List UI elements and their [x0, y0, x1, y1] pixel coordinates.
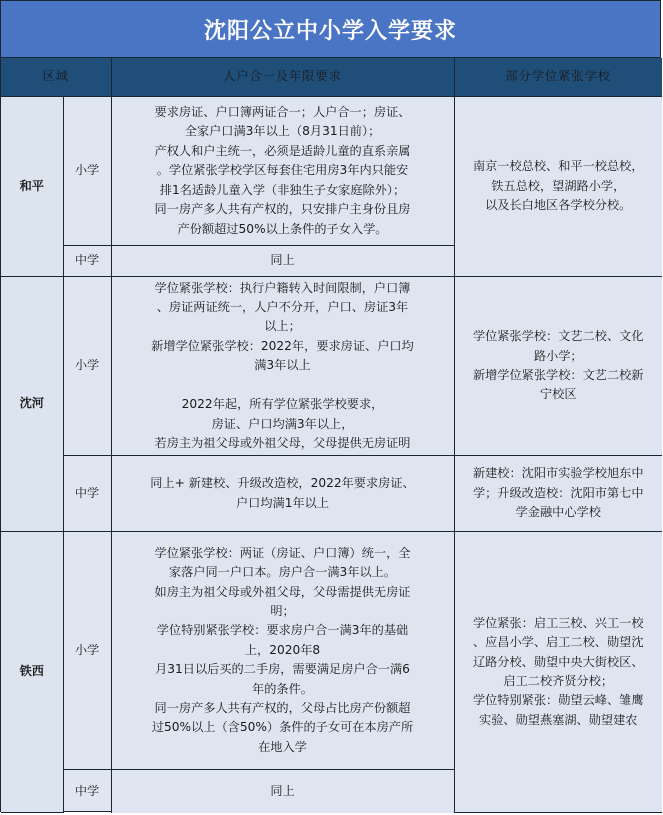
text-line: 若房主为祖父母或外祖父母，父母提供无房证明 — [154, 435, 411, 450]
text-line: 全家户口满3年以上（8月31日前）； — [184, 124, 381, 139]
text-line: 学位特别紧张学校：要求房户合一满3年的基础 — [156, 623, 409, 638]
text-line: 过50%以上（含50%）条件的子女可在本房产所 — [151, 720, 414, 735]
text-line: 启工二校齐贤分校； — [503, 674, 614, 688]
text-line: 学；升级改造校：沈阳市第七中 — [472, 485, 644, 500]
text-line: 在地入学 — [258, 739, 307, 754]
text-line: 辽路分校、勋望中央大街校区、 — [472, 654, 644, 669]
text-line: 年的条件。 — [252, 681, 313, 696]
text-line: 产权人和户主统一，必须是适龄儿童的直系亲属 — [154, 143, 411, 158]
level-cell: 中学 — [63, 246, 111, 277]
text-line: 实验、勋望燕塞湖、勋望建农 — [479, 712, 638, 727]
page-title: 沈阳公立中小学入学要求 — [1, 1, 660, 58]
level-cell: 中学 — [63, 456, 111, 532]
text-line: 新增学位紧张学校：2022年，要求房证、户口均 — [151, 338, 414, 353]
header-district: 区域 — [1, 58, 111, 97]
text-line: 排1名适龄儿童入学（非独生子女家庭除外）； — [159, 182, 406, 197]
schools-cell — [454, 277, 662, 456]
header-schools: 部分学位紧张学校 — [454, 58, 662, 97]
text-line: 铁五总校，望湖路小学， — [491, 178, 626, 193]
text-line: 上，2020年8 — [244, 642, 321, 657]
text-line: 明； — [270, 603, 295, 618]
text-line: 宁校区 — [539, 387, 577, 402]
text-line: 同上 — [270, 253, 295, 268]
table-row-shenhe-middle — [1, 456, 662, 532]
text-line: 户口均满1年以上 — [235, 495, 330, 510]
text-line: 以上； — [264, 319, 301, 334]
district-cell-heping: 和平 — [1, 97, 63, 277]
requirements-cell — [111, 456, 454, 532]
text-line: 家落户同一户口本。房户合一满3年以上。 — [168, 565, 397, 580]
text-line: 要求房证、户口簿两证合一；人户合一；房证、 — [154, 105, 411, 120]
text-line: 以及长白地区各学校分校。 — [485, 198, 632, 213]
requirements-cell — [111, 277, 454, 456]
text-line: 同上+ 新建校、升级改造校，2022年要求房证、 — [150, 476, 415, 491]
text-line: 产份额超过50%以上条件的子女入学。 — [177, 221, 388, 236]
text-line: 学位紧张学校：执行户籍转入时间限制，户口簿 — [154, 280, 411, 295]
text-line: 如房主为祖父母或外祖父母，父母需提供无房证 — [154, 584, 411, 599]
text-line: 新增学位紧张学校：文艺二校新 — [472, 368, 644, 382]
text-line: 新建校：沈阳市实验学校旭东中 — [472, 466, 644, 481]
text-line: 、房证两证统一，人户不分开，户口、房证3年 — [156, 300, 409, 315]
requirements-cell — [111, 97, 454, 246]
level-cell: 小学 — [63, 532, 111, 770]
district-cell-tiexi: 铁西 — [1, 532, 63, 813]
requirements-cell — [111, 770, 454, 813]
text-line: 同一房产多人共有产权的，只安排户主身份且房 — [154, 202, 411, 217]
requirements-table — [1, 58, 662, 813]
text-line: 月31日以后买的二手房，需要满足房户合一满6 — [155, 662, 410, 677]
level-cell: 小学 — [63, 277, 111, 456]
text-line: 2022年起，所有学位紧张学校要求， — [181, 397, 384, 412]
text-line: 、应昌小学、启工二校、勋望沈 — [472, 635, 644, 650]
text-line: 南京一校总校、和平一校总校， — [472, 159, 644, 174]
text-line: 学金融中心学校 — [515, 505, 601, 520]
text-line: 学位紧张学校：两证（房证、户口簿）统一，全 — [154, 545, 411, 560]
text-line: 。学位紧张学校学区每套住宅用房3年内只能安 — [156, 163, 409, 178]
header-row — [1, 58, 662, 97]
schools-cell — [454, 456, 662, 532]
requirements-cell — [111, 532, 454, 770]
table-row-heping-primary — [1, 97, 662, 246]
text-line: 学位特别紧张：勋望云峰、雏鹰 — [472, 693, 644, 708]
schools-cell — [454, 532, 662, 813]
text-line: 满3年以上 — [254, 358, 311, 373]
table-row-tiexi-primary — [1, 532, 662, 770]
text-line: 路小学； — [533, 348, 583, 363]
requirements-cell — [111, 246, 454, 277]
text-line: 同上 — [270, 783, 295, 798]
text-line: 学位紧张：启工三校、兴工一校 — [472, 615, 644, 630]
level-cell: 中学 — [63, 770, 111, 813]
table-row-shenhe-primary — [1, 277, 662, 456]
district-cell-shenhe: 沈河 — [1, 277, 63, 532]
header-requirements: 人户合一及年限要求 — [111, 58, 454, 97]
text-line: 同一房产多人共有产权的，父母占比房产份额超 — [154, 701, 411, 716]
blank-line — [115, 376, 451, 395]
text-line: 学位紧张学校：文艺二校、文化 — [472, 329, 644, 344]
schools-cell — [454, 97, 662, 277]
text-line: 房证、户口均满3年以上， — [211, 416, 354, 431]
level-cell: 小学 — [63, 97, 111, 246]
